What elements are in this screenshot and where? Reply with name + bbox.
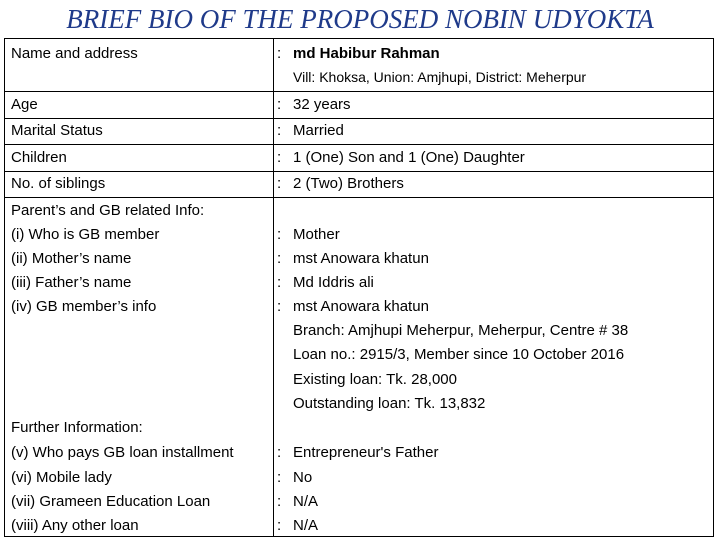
loan-payer-value: Entrepreneur's Father (293, 444, 439, 461)
gb-info-label: (iv) GB member’s info (11, 298, 157, 315)
further-heading: Further Information: (11, 419, 143, 436)
colon: : (277, 493, 282, 510)
mother-name-value: mst Anowara khatun (293, 250, 429, 267)
colon: : (277, 96, 282, 113)
gb-member-label: (i) Who is GB member (11, 226, 160, 243)
row-divider (5, 171, 713, 172)
education-loan-label: (vii) Grameen Education Loan (11, 493, 211, 510)
colon: : (277, 149, 282, 166)
marital-value: Married (293, 122, 344, 139)
mobile-lady-label: (vi) Mobile lady (11, 469, 112, 486)
children-label: Children (11, 149, 67, 166)
siblings-label: No. of siblings (11, 175, 106, 192)
colon: : (277, 122, 282, 139)
gb-branch: Branch: Amjhupi Meherpur, Meherpur, Centre # 38 (293, 322, 629, 339)
gb-member-value: Mother (293, 226, 340, 243)
loan-payer-label: (v) Who pays GB loan installment (11, 444, 234, 461)
marital-label: Marital Status (11, 122, 103, 139)
colon: : (277, 45, 282, 62)
colon: : (277, 274, 282, 291)
father-name-label: (iii) Father’s name (11, 274, 132, 291)
children-value: 1 (One) Son and 1 (One) Daughter (293, 149, 525, 166)
row-divider (5, 197, 713, 198)
row-divider (5, 144, 713, 145)
mother-name-label: (ii) Mother’s name (11, 250, 132, 267)
row-divider (5, 118, 713, 119)
other-loan-label: (viii) Any other loan (11, 517, 139, 534)
colon: : (277, 226, 282, 243)
gb-outstanding-loan: Outstanding loan: Tk. 13,832 (293, 395, 486, 412)
parents-heading: Parent’s and GB related Info: (11, 202, 205, 219)
column-divider (273, 39, 274, 536)
address-value: Vill: Khoksa, Union: Amjhupi, District: Meherpur (293, 69, 587, 85)
page-title: BRIEF BIO OF THE PROPOSED NOBIN UDYOKTA (66, 4, 654, 34)
father-name-value: Md Iddris ali (293, 274, 374, 291)
gb-existing-loan: Existing loan: Tk. 28,000 (293, 371, 457, 388)
colon: : (277, 517, 282, 534)
education-loan-value: N/A (293, 493, 319, 510)
colon: : (277, 250, 282, 267)
name-value: md Habibur Rahman (293, 45, 440, 62)
age-value: 32 years (293, 96, 351, 113)
colon: : (277, 175, 282, 192)
colon: : (277, 469, 282, 486)
gb-loan-no: Loan no.: 2915/3, Member since 10 October 2016 (293, 346, 625, 363)
colon: : (277, 298, 282, 315)
row-divider (5, 91, 713, 92)
name-label: Name and address (11, 45, 138, 62)
colon: : (277, 444, 282, 461)
mobile-lady-value: No (293, 469, 313, 486)
bio-table (4, 38, 714, 537)
age-label: Age (11, 96, 38, 113)
gb-info-value: mst Anowara khatun (293, 298, 429, 315)
siblings-value: 2 (Two) Brothers (293, 175, 404, 192)
other-loan-value: N/A (293, 517, 319, 534)
